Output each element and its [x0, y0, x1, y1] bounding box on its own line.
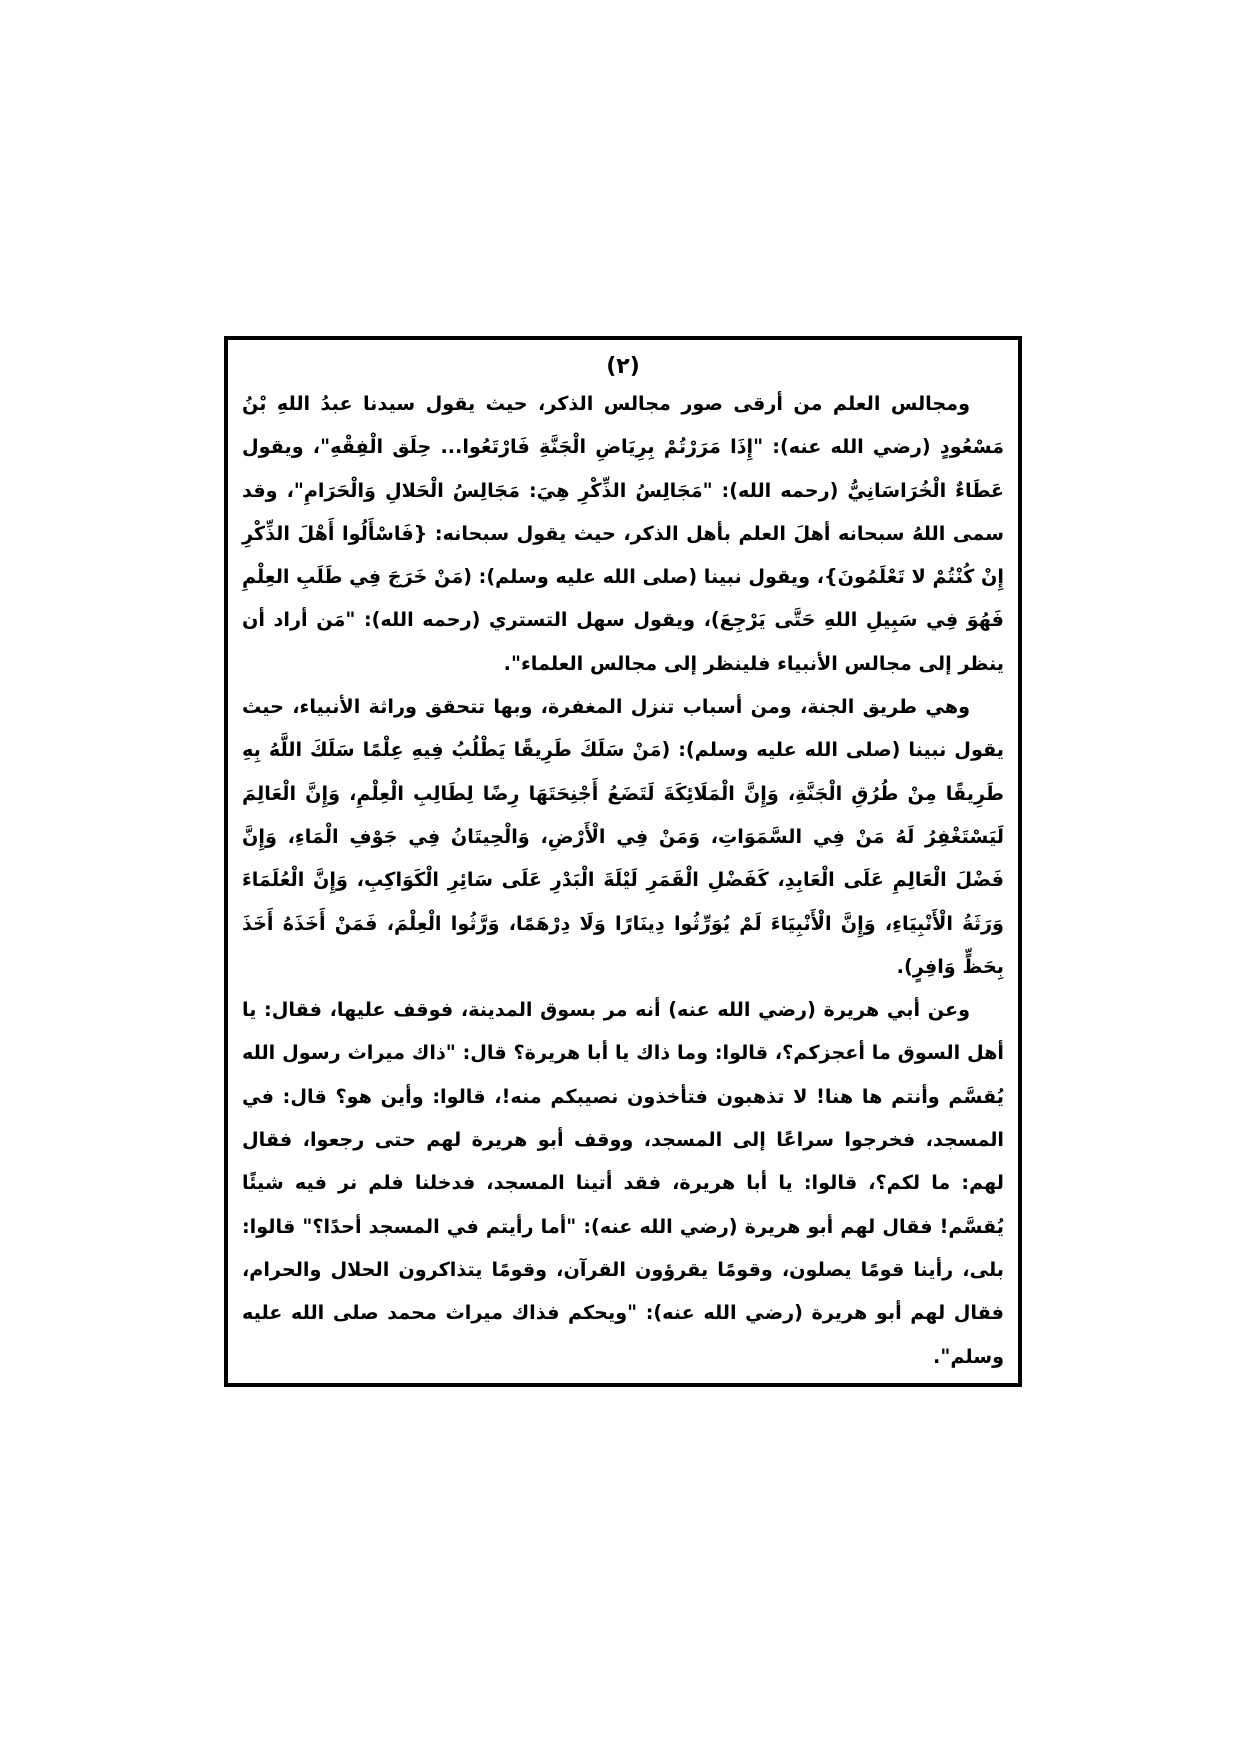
paragraph-knowledge-gatherings: ومجالس العلم من أرقى صور مجالس الذكر، حيث يقول سيدنا عبدُ اللهِ بْنُ مَسْعُودٍ (رضي الله عنه): "إِذَا مَرَرْتُمْ بِرِيَاضِ الْجَنَّةِ فَارْتَعُوا... حِلَق الْفِقْهِ"، ويقول عَطَاءٌ الْخُرَاسَانِيُّ (رحمه الله): "مَجَالِسُ الذِّكْرِ هِيَ: مَجَالِسُ الْحَلالِ وَالْحَرَامِ"، وقد سمى اللهُ سبحانه أهلَ العلم بأهل الذكر، حيث يقول سبحانه: {فَاسْأَلُوا أَهْلَ الذِّكْرِ إِنْ كُنْتُمْ لا تَعْلَمُونَ}، ويقول نبينا (صلى الله عليه وسلم): (مَنْ خَرَجَ فِي طَلَبِ العِلْمِ فَهُوَ فِي سَبِيلِ اللهِ حَتَّى يَرْجِعَ)، ويقول سهل التستري (رحمه الله): "مَن أراد أن ينظر إلى مجالس الأنبياء فلينظر إلى مجالس العلماء".: [242, 392, 1004, 675]
page-frame: [224, 336, 1022, 1387]
paragraph-abu-hurairah-market: وعن أبي هريرة (رضي الله عنه) أنه مر بسوق المدينة، فوقف عليها، فقال: يا أهل السوق ما أعجزكم؟، قالوا: وما ذاك يا أبا هريرة؟ قال: "ذاك ميراث رسول الله يُقسَّم وأنتم ها هنا! لا تذهبون فتأخذون نصيبكم منه!، قالوا: وأين هو؟ قال: في المسجد، فخرجوا سراعًا إلى المسجد، ووقف أبو هريرة لهم حتى رجعوا، فقال لهم: ما لكم؟، قالوا: يا أبا هريرة، فقد أتينا المسجد، فدخلنا فلم نر فيه شيئًا يُقسَّم! فقال لهم أبو هريرة (رضي الله عنه): "أما رأيتم في المسجد أحدًا؟" قالوا: بلى، رأينا قومًا يصلون، وقومًا يقرؤون القرآن، وقومًا يتذاكرون الحلال والحرام، فقال لهم أبو هريرة (رضي الله عنه): "ويحكم فذاك ميراث محمد صلى الله عليه وسلم".: [242, 998, 1004, 1368]
page-number: (٢): [606, 354, 640, 379]
paragraph-path-to-paradise: وهي طريق الجنة، ومن أسباب تنزل المغفرة، وبها تتحقق وراثة الأنبياء، حيث يقول نبينا (صلى الله عليه وسلم): (مَنْ سَلَكَ طَرِيقًا يَطْلُبُ فِيهِ عِلْمًا سَلَكَ اللَّهُ بِهِ طَرِيقًا مِنْ طُرُقِ الْجَنَّةِ، وَإِنَّ الْمَلَائِكَةَ لَتَضَعُ أَجْنِحَتَهَا رِضًا لِطَالِبِ الْعِلْمِ، وَإِنَّ الْعَالِمَ لَيَسْتَغْفِرُ لَهُ مَنْ فِي السَّمَوَاتِ، وَمَنْ فِي الْأَرْضِ، وَالْحِيتَانُ فِي جَوْفِ الْمَاءِ، وَإِنَّ فَضْلَ الْعَالِمِ عَلَى الْعَابِدِ، كَفَضْلِ الْقَمَرِ لَيْلَةَ الْبَدْرِ عَلَى سَائِرِ الْكَوَاكِبِ، وَإِنَّ الْعُلَمَاءَ وَرَثَةُ الْأَنْبِيَاءِ، وَإِنَّ الْأَنْبِيَاءَ لَمْ يُوَرِّثُوا دِينَارًا وَلَا دِرْهَمًا، وَرَّثُوا الْعِلْمَ، فَمَنْ أَخَذَهُ أَخَذَ بِحَظٍّ وَافِرٍ).: [242, 695, 1004, 978]
